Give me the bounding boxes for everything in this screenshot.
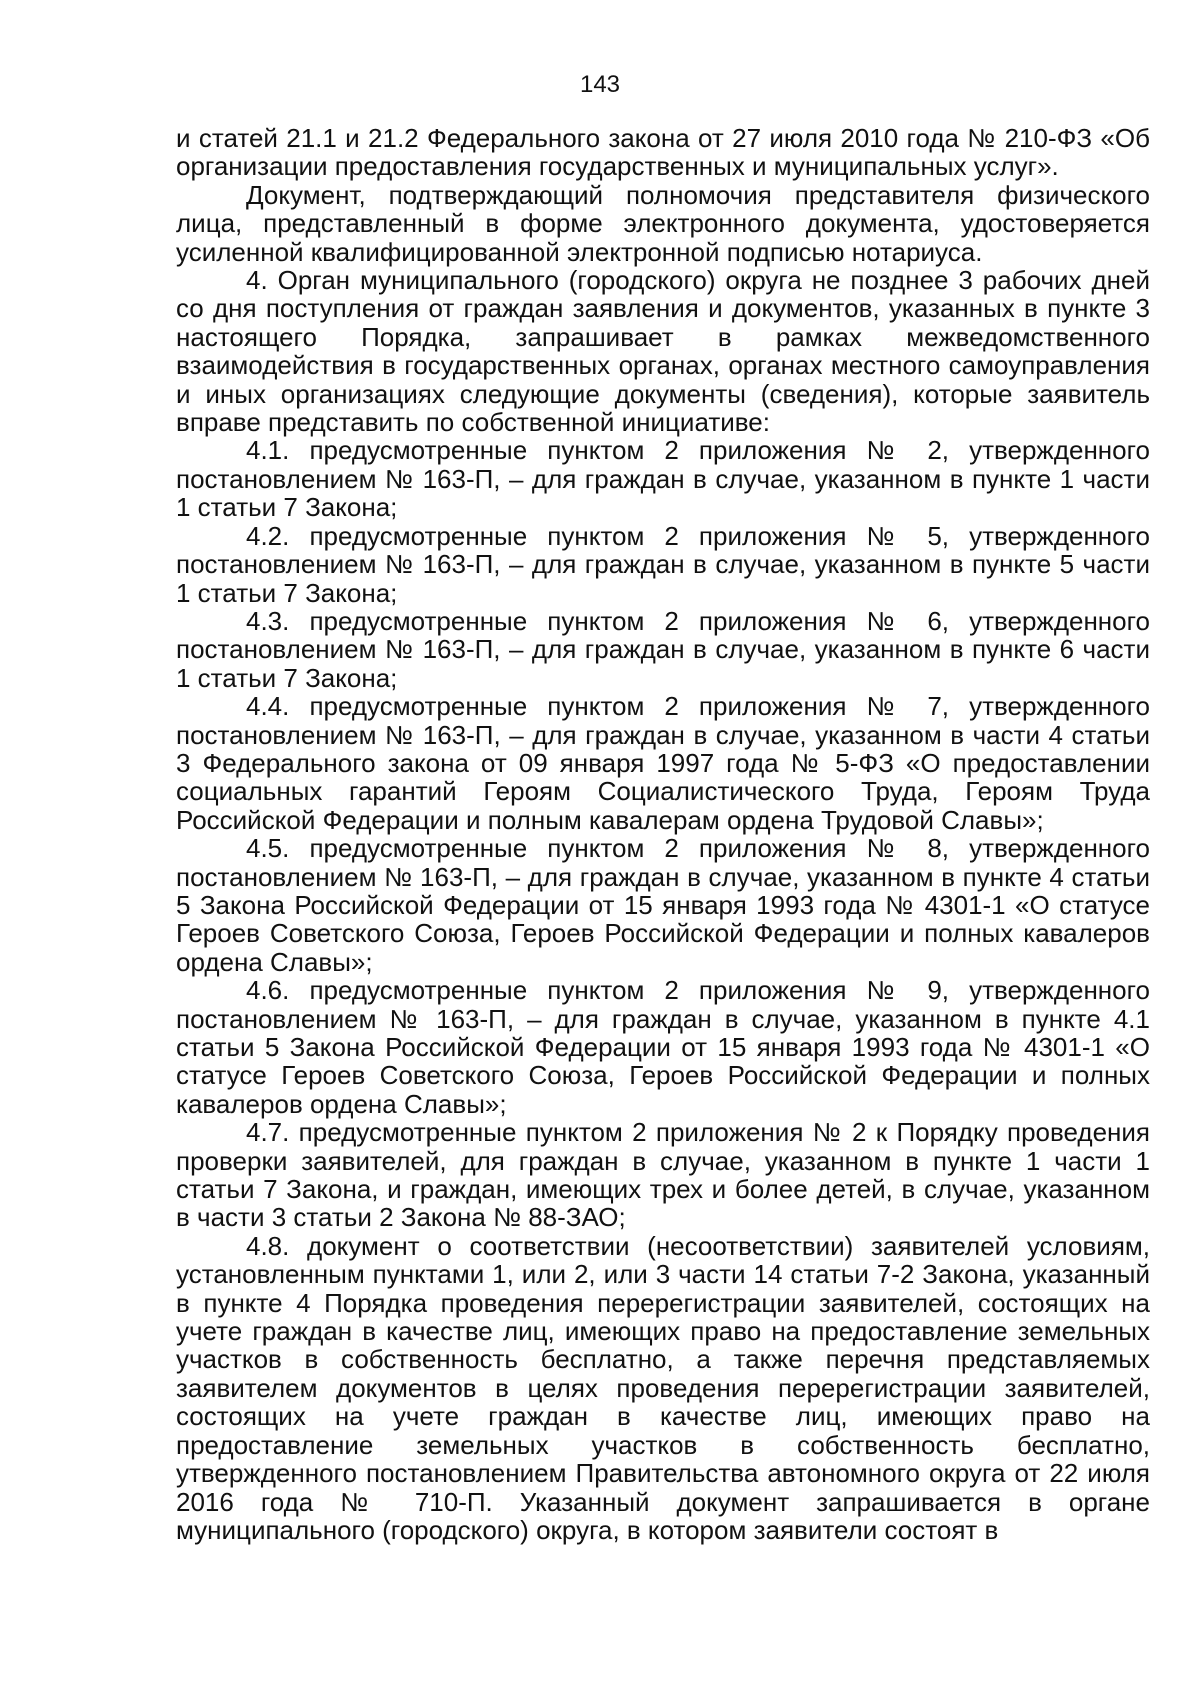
paragraph-item-4-8: 4.8. документ о соответствии (несоответствии) заявителей условиям, установленным пунктами 1, или 2, или 3 части 14 статьи 7-2 Закона, указанный в пункте 4 Порядка проведения перерегистрации заявителей, состоящих на учете граждан в качестве лиц, имеющих право на предоставление земельных участков в собственность бесплатно, а также перечня представляемых заявителем документов в целях проведения перерегистрации заявителей, состоящих на учете граждан в качестве лиц, имеющих право на предоставление земельных участков в собственность бесплатно, утвержденного постановлением Правительства автономного округа от 22 июля 2016 года № 710-П. Указанный документ запрашивается в органе муниципального (городского) округа, в котором заявители состоят в [176, 1230, 1150, 1545]
paragraph-continuation: и статей 21.1 и 21.2 Федерального закона от 27 июля 2010 года № 210-ФЗ «Об организации предоставления государственных и муниципальных услуг». [176, 123, 1150, 182]
paragraph-item-4: 4. Орган муниципального (городского) округа не позднее 3 рабочих дней со дня поступления от граждан заявления и документов, указанных в пункте 3 настоящего Порядка, запрашивает в рамках межведомственного взаимодействия в государственных органах, органах местного самоуправления и иных организациях следующие документы (сведения), которые заявитель вправе представить по собственной инициативе: [176, 265, 1150, 438]
paragraph-item-4-7: 4.7. предусмотренные пунктом 2 приложения № 2 к Порядку проведения проверки заявителей, для граждан в случае, указанном в пункте 1 части 1 статьи 7 Закона, и граждан, имеющих трех и более детей, в случае, указанном в части 3 статьи 2 Закона № 88-ЗАО; [176, 1117, 1150, 1233]
paragraph-item-4-1: 4.1. предусмотренные пунктом 2 приложения № 2, утвержденного постановлением № 163-П, – для граждан в случае, указанном в пункте 1 части 1 статьи 7 Закона; [176, 435, 1150, 523]
paragraph-item-4-2: 4.2. предусмотренные пунктом 2 приложения № 5, утвержденного постановлением № 163-П, – для граждан в случае, указанном в пункте 5 части 1 статьи 7 Закона; [176, 520, 1150, 608]
paragraph-item-4-3: 4.3. предусмотренные пунктом 2 приложения № 6, утвержденного постановлением № 163-П, – для граждан в случае, указанном в пункте 6 части 1 статьи 7 Закона; [176, 605, 1150, 693]
paragraph-item-4-4: 4.4. предусмотренные пунктом 2 приложения № 7, утвержденного постановлением № 163-П, – для граждан в случае, указанном в части 4 статьи 3 Федерального закона от 09 января 1997 года № 5-ФЗ «О предоставлении социальных гарантий Героям Социалистического Труда, Героям Труда Российской Федерации и полным кавалерам ордена Трудовой Славы»; [176, 691, 1150, 835]
paragraph-item-4-6: 4.6. предусмотренные пунктом 2 приложения № 9, утвержденного постановлением № 163-П, – для граждан в случае, указанном в пункте 4.1 статьи 5 Закона Российской Федерации от 15 января 1993 года № 4301-1 «О статусе Героев Советского Союза, Героев Российской Федерации и полных кавалеров ордена Славы»; [176, 975, 1150, 1119]
paragraph-representative-document: Документ, подтверждающий полномочия представителя физического лица, представленный в форме электронного документа, удостоверяется усиленной квалифицированной электронной подписью нотариуса. [176, 179, 1150, 267]
page-number: 143 [579, 71, 621, 98]
paragraph-item-4-5: 4.5. предусмотренные пунктом 2 приложения № 8, утвержденного постановлением № 163-П, – для граждан в случае, указанном в пункте 4 статьи 5 Закона Российской Федерации от 15 января 1993 года № 4301-1 «О статусе Героев Советского Союза, Героев Российской Федерации и полных кавалеров ордена Славы»; [176, 833, 1150, 977]
document-body [176, 124, 1150, 1544]
